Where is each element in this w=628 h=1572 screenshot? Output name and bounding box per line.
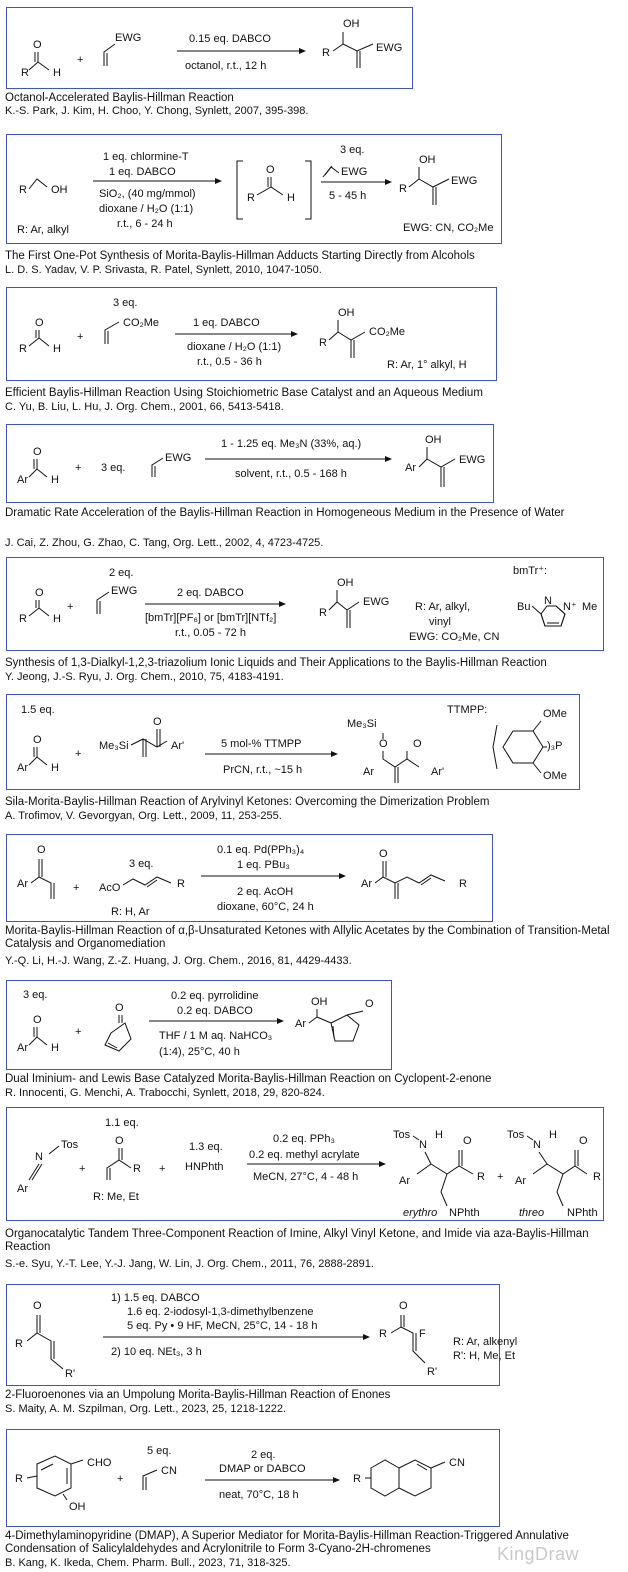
scheme-label: R bbox=[477, 1171, 485, 1183]
reaction-ref-11: B. Kang, K. Ikeda, Chem. Pharm. Bull., 2023, 71, 318-325. bbox=[5, 1557, 291, 1569]
r-note: R: Ar, alkyl bbox=[17, 224, 69, 236]
scheme-label: PrCN, r.t., ~15 h bbox=[223, 764, 303, 776]
scheme-label: H bbox=[51, 474, 59, 486]
scheme-label: (1:4), 25°C, 40 h bbox=[159, 1046, 240, 1058]
scheme-label: r.t., 0.05 - 72 h bbox=[175, 627, 246, 639]
scheme-label: 0.2 eq. DABCO bbox=[177, 1005, 253, 1017]
r-label: R bbox=[19, 184, 27, 196]
scheme-label: 1 eq. DABCO bbox=[193, 317, 260, 329]
scheme-label: )₃P bbox=[547, 740, 563, 752]
scheme-label: 1 eq. DABCO bbox=[109, 166, 176, 178]
reaction-title-5: Synthesis of 1,3-Dialkyl-1,2,3-triazolium Ionic Liquids and Their Applications to the Baylis-Hillman Reaction bbox=[5, 657, 547, 669]
scheme-box-2 bbox=[6, 134, 502, 244]
scheme-label: O bbox=[413, 738, 422, 750]
scheme-box-11 bbox=[6, 1429, 500, 1527]
h-label: H bbox=[53, 67, 61, 79]
scheme-label: CO₂Me bbox=[369, 326, 406, 338]
scheme-label: Ar bbox=[363, 766, 374, 778]
scheme-label: HNPhth bbox=[185, 1161, 224, 1173]
scheme-label: DMAP or DABCO bbox=[219, 1463, 306, 1475]
scheme-label: 2 eq. DABCO bbox=[177, 587, 244, 599]
reaction-title-1: Octanol-Accelerated Baylis-Hillman Reaction bbox=[5, 92, 234, 104]
scheme-label: + bbox=[75, 1026, 82, 1038]
reaction-title-11: 4-Dimethylaminopyridine (DMAP), A Superior Mediator for Morita-Baylis-Hillman Reaction-Triggered Annulative Condensation of Salicylaldehydes and Acrylonitrile to Form 3-Cyano-2H-chromenes bbox=[5, 1530, 569, 1555]
scheme-label: MeCN, 27°C, 4 - 48 h bbox=[253, 1171, 359, 1183]
scheme-label: 5 eq. Py • 9 HF, MeCN, 25°C, 14 - 18 h bbox=[127, 1320, 318, 1332]
scheme-label: O bbox=[365, 998, 374, 1010]
scheme-label: N bbox=[533, 1139, 541, 1151]
scheme-label: 1.6 eq. 2-iodosyl-1,3-dimethylbenzene bbox=[127, 1306, 314, 1318]
kingdraw-watermark: KingDraw bbox=[497, 1544, 580, 1564]
scheme-label: 3 eq. bbox=[340, 144, 365, 156]
scheme-label: neat, 70°C, 18 h bbox=[219, 1489, 299, 1501]
scheme-label: 0.2 eq. methyl acrylate bbox=[249, 1149, 360, 1161]
scheme-label: CN bbox=[161, 1465, 177, 1477]
scheme-label: O bbox=[37, 844, 46, 856]
scheme-box-10 bbox=[6, 1284, 518, 1386]
scheme-label: Ar bbox=[295, 1018, 306, 1030]
scheme-label: O bbox=[463, 1135, 472, 1147]
scheme-label: Ar bbox=[17, 1183, 28, 1195]
scheme-label: + bbox=[67, 601, 74, 613]
scheme-label: Ar bbox=[17, 1042, 28, 1054]
scheme-label: O bbox=[579, 1135, 588, 1147]
scheme-label: OH bbox=[425, 434, 442, 446]
scheme-label: Ar bbox=[17, 762, 28, 774]
scheme-label: Ar bbox=[17, 878, 28, 890]
scheme-label: R: Ar, 1° alkyl, H bbox=[387, 359, 467, 371]
scheme-label: 5 eq. bbox=[147, 1445, 172, 1457]
scheme-label: O bbox=[115, 1002, 124, 1014]
scheme-label: O bbox=[35, 587, 44, 599]
reaction-title-6: Sila-Morita-Baylis-Hillman Reaction of Arylvinyl Ketones: Overcoming the Dimerization Problem bbox=[5, 796, 490, 808]
scheme-box-4 bbox=[6, 424, 494, 503]
scheme-label: R bbox=[593, 1171, 601, 1183]
scheme-label: Me bbox=[582, 601, 598, 613]
oh-label: OH bbox=[51, 184, 68, 196]
reaction-ref-10: S. Maity, A. M. Szpilman, Org. Lett., 2023, 25, 1218-1222. bbox=[5, 1403, 287, 1415]
scheme-label: vinyl bbox=[429, 616, 452, 628]
scheme-box-7 bbox=[6, 834, 493, 922]
reaction-scheme-5 bbox=[7, 558, 603, 650]
scheme-label: 2 eq. bbox=[109, 567, 134, 579]
reaction-scheme-4 bbox=[7, 425, 493, 502]
scheme-label: + bbox=[73, 882, 80, 894]
r-label: R bbox=[21, 67, 29, 79]
scheme-label: EWG bbox=[363, 596, 390, 608]
scheme-label: OH bbox=[337, 577, 354, 589]
scheme-label: 1 - 1.25 eq. Me₃N (33%, aq.) bbox=[221, 438, 362, 450]
scheme-label: H bbox=[287, 192, 295, 204]
scheme-label: dioxane / H₂O (1:1) bbox=[187, 341, 282, 353]
scheme-label: 3 eq. bbox=[129, 858, 154, 870]
scheme-label: threo bbox=[519, 1207, 545, 1219]
scheme-label: R bbox=[379, 1328, 387, 1340]
reaction-scheme-7 bbox=[7, 835, 492, 921]
scheme-label: erythro bbox=[403, 1207, 438, 1219]
reaction-scheme-1 bbox=[7, 8, 412, 88]
scheme-label: + bbox=[497, 1171, 504, 1183]
scheme-label: THF / 1 M aq. NaHCO₃ bbox=[159, 1030, 273, 1042]
scheme-label: 1 eq. PBu₃ bbox=[237, 859, 290, 871]
scheme-label: + bbox=[77, 331, 84, 343]
scheme-label: Me₃Si bbox=[99, 740, 129, 752]
reaction-title-8: Dual Iminium- and Lewis Base Catalyzed Morita-Baylis-Hillman Reaction on Cyclopent-2-enone bbox=[5, 1073, 492, 1085]
scheme-label: OH bbox=[419, 154, 436, 166]
scheme-label: solvent, r.t., 0.5 - 168 h bbox=[235, 468, 347, 480]
reaction-ref-1: K.-S. Park, J. Kim, H. Choo, Y. Chong, Synlett, 2007, 395-398. bbox=[5, 105, 309, 117]
scheme-label: R bbox=[177, 878, 185, 890]
reaction-ref-3: C. Yu, B. Liu, L. Hu, J. Org. Chem., 2001, 66, 5413-5418. bbox=[5, 401, 284, 413]
scheme-label: Tos bbox=[61, 1139, 79, 1151]
scheme-label: Bu bbox=[517, 601, 531, 613]
scheme-label: H bbox=[549, 1129, 557, 1141]
scheme-label: O bbox=[115, 1135, 124, 1147]
scheme-label: R' bbox=[65, 1368, 76, 1380]
scheme-label: TTMPP: bbox=[447, 704, 488, 716]
scheme-label: R' bbox=[427, 1366, 438, 1378]
conditions-above: 0.15 eq. DABCO bbox=[189, 33, 271, 45]
scheme-label: dioxane / H₂O (1:1) bbox=[99, 203, 194, 215]
scheme-label: Ar bbox=[399, 1175, 410, 1187]
scheme-label: r.t., 6 - 24 h bbox=[117, 218, 173, 230]
scheme-label: 2 eq. bbox=[251, 1449, 276, 1461]
scheme-label: R bbox=[15, 1338, 23, 1350]
scheme-label: R': H, Me, Et bbox=[453, 1350, 515, 1362]
scheme-label: + bbox=[79, 1163, 86, 1175]
reaction-title-3: Efficient Baylis-Hillman Reaction Using Stoichiometric Base Catalyst and an Aqueous Medium bbox=[5, 387, 483, 399]
scheme-label: R bbox=[247, 192, 255, 204]
reaction-ref-4: J. Cai, Z. Zhou, G. Zhao, C. Tang, Org. Lett., 2002, 4, 4723-4725. bbox=[5, 537, 324, 549]
reaction-ref-9: S.-e. Syu, Y.-T. Lee, Y.-J. Jang, W. Lin, J. Org. Chem., 2011, 76, 2888-2891. bbox=[5, 1258, 374, 1270]
scheme-label: R: Ar, alkenyl bbox=[453, 1336, 518, 1348]
reaction-ref-8: R. Innocenti, G. Menchi, A. Trabocchi, Synlett, 2018, 29, 820-824. bbox=[5, 1087, 325, 1099]
reaction-ref-5: Y. Jeong, J.-S. Ryu, J. Org. Chem., 2010, 75, 4183-4191. bbox=[5, 671, 284, 683]
scheme-label: N bbox=[544, 595, 552, 607]
scheme-label: R: Me, Et bbox=[93, 1191, 139, 1203]
scheme-label: R: H, Ar bbox=[111, 906, 150, 918]
conditions-below: octanol, r.t., 12 h bbox=[185, 60, 267, 72]
scheme-label: H bbox=[53, 343, 61, 355]
reaction-title-4: Dramatic Rate Acceleration of the Baylis-Hillman Reaction in Homogeneous Medium in the Presence of Water bbox=[5, 507, 565, 519]
product-ewg: EWG bbox=[376, 42, 403, 54]
scheme-label: 1 eq. chlormine-T bbox=[103, 151, 189, 163]
scheme-label: R bbox=[319, 337, 327, 349]
scheme-label: R bbox=[353, 1473, 361, 1485]
scheme-label: 3 eq. bbox=[113, 297, 138, 309]
scheme-label: + bbox=[75, 462, 82, 474]
scheme-label: 5 - 45 h bbox=[329, 190, 367, 202]
reaction-ref-6: A. Trofimov, V. Gevorgyan, Org. Lett., 2009, 11, 253-255. bbox=[5, 810, 282, 822]
scheme-label: H bbox=[53, 613, 61, 625]
reaction-scheme-2 bbox=[7, 135, 501, 243]
scheme-label: 5 mol-% TTMPP bbox=[221, 738, 302, 750]
scheme-label: SiO₂, (40 mg/mmol) bbox=[99, 188, 196, 200]
scheme-label: Ar bbox=[515, 1175, 526, 1187]
scheme-label: F bbox=[419, 1328, 426, 1340]
scheme-label: Ar' bbox=[171, 740, 185, 752]
scheme-label: + bbox=[75, 748, 82, 760]
product-r: R bbox=[322, 47, 330, 59]
reaction-scheme-8 bbox=[7, 981, 391, 1069]
scheme-box-1 bbox=[6, 7, 413, 89]
scheme-label: 2 eq. AcOH bbox=[237, 886, 294, 898]
scheme-label: CN bbox=[449, 1457, 465, 1469]
scheme-label: R bbox=[19, 613, 27, 625]
scheme-label: O bbox=[33, 1300, 42, 1312]
reaction-scheme-10 bbox=[7, 1285, 518, 1385]
scheme-label: R bbox=[19, 343, 27, 355]
scheme-label: 3 eq. bbox=[23, 989, 48, 1001]
scheme-label: + bbox=[77, 54, 84, 66]
scheme-label: H bbox=[435, 1129, 443, 1141]
scheme-label: NPhth bbox=[449, 1207, 480, 1219]
reaction-scheme-3 bbox=[7, 288, 496, 380]
scheme-label: 1.5 eq. bbox=[21, 704, 55, 716]
scheme-label: [bmTr][PF₆] or [bmTr][NTf₂] bbox=[145, 612, 277, 624]
reaction-scheme-9 bbox=[7, 1108, 603, 1220]
scheme-label: Ar bbox=[405, 462, 416, 474]
scheme-label: OH bbox=[338, 307, 355, 319]
reaction-title-10: 2-Fluoroenones via an Umpolung Morita-Baylis-Hillman Reaction of Enones bbox=[5, 1389, 391, 1401]
scheme-label: CHO bbox=[87, 1457, 112, 1469]
scheme-label: EWG bbox=[451, 175, 478, 187]
scheme-label: OMe bbox=[543, 708, 567, 720]
scheme-label: 0.1 eq. Pd(PPh₃)₄ bbox=[217, 844, 305, 856]
scheme-label: Me₃Si bbox=[347, 718, 377, 730]
scheme-label: O bbox=[399, 1300, 408, 1312]
scheme-label: R: Ar, alkyl, bbox=[415, 601, 471, 613]
reaction-title-2: The First One-Pot Synthesis of Morita-Baylis-Hillman Adducts Starting Directly from Alcohols bbox=[5, 250, 475, 262]
scheme-label: O bbox=[33, 446, 42, 458]
scheme-label: 0.2 eq. PPh₃ bbox=[273, 1133, 335, 1145]
scheme-label: 1.3 eq. bbox=[189, 1141, 223, 1153]
scheme-label: EWG bbox=[165, 452, 192, 464]
scheme-label: EWG: CO₂Me, CN bbox=[409, 631, 500, 643]
scheme-label: 1.1 eq. bbox=[105, 1117, 139, 1129]
scheme-label: NPhth bbox=[567, 1207, 598, 1219]
scheme-box-5 bbox=[6, 557, 604, 651]
scheme-box-6 bbox=[6, 694, 580, 790]
scheme-label: O bbox=[266, 164, 275, 176]
scheme-box-3 bbox=[6, 287, 497, 381]
scheme-label: EWG bbox=[459, 454, 486, 466]
o-label: O bbox=[33, 39, 42, 51]
scheme-label: EWG bbox=[341, 166, 368, 178]
scheme-label: R bbox=[459, 878, 467, 890]
scheme-label: O bbox=[35, 317, 44, 329]
scheme-label: H bbox=[51, 1042, 59, 1054]
scheme-label: OH bbox=[69, 1501, 86, 1513]
scheme-label: 0.2 eq. pyrrolidine bbox=[171, 990, 259, 1002]
scheme-label: bmTr⁺: bbox=[513, 565, 548, 577]
scheme-label: R bbox=[15, 1473, 23, 1485]
scheme-label: OH bbox=[311, 996, 328, 1008]
scheme-label: O bbox=[379, 848, 388, 860]
scheme-label: O bbox=[379, 738, 388, 750]
scheme-box-8 bbox=[6, 980, 392, 1070]
scheme-label: r.t., 0.5 - 36 h bbox=[197, 356, 262, 368]
scheme-label: CO₂Me bbox=[123, 317, 160, 329]
reaction-scheme-6 bbox=[7, 695, 579, 789]
scheme-label: N bbox=[35, 1151, 43, 1163]
ewg-note: EWG: CN, CO₂Me bbox=[403, 222, 494, 234]
scheme-label: N bbox=[419, 1139, 427, 1151]
scheme-label: 3 eq. bbox=[101, 462, 126, 474]
scheme-label: Ar' bbox=[431, 766, 445, 778]
scheme-label: dioxane, 60°C, 24 h bbox=[217, 901, 314, 913]
scheme-label: + bbox=[117, 1473, 124, 1485]
scheme-label: N⁺ bbox=[563, 601, 577, 613]
scheme-label: Ar bbox=[361, 878, 372, 890]
scheme-label: O bbox=[153, 716, 162, 728]
scheme-label: 1) 1.5 eq. DABCO bbox=[111, 1292, 200, 1304]
reaction-title-9: Organocatalytic Tandem Three-Component Reaction of Imine, Alkyl Vinyl Ketone, and Imide via aza-Baylis-Hillman Reaction bbox=[5, 1228, 589, 1253]
scheme-label: R bbox=[319, 607, 327, 619]
scheme-label: AcO bbox=[99, 882, 121, 894]
scheme-label: OMe bbox=[543, 770, 567, 782]
scheme-label: R bbox=[399, 183, 407, 195]
product-oh: OH bbox=[343, 18, 360, 30]
scheme-label: O bbox=[33, 734, 42, 746]
reaction-title-7: Morita-Baylis-Hillman Reaction of α,β-Unsaturated Ketones with Allylic Acetates by the Combination of Transition-Metal Catalysis and Organomediation bbox=[5, 925, 610, 950]
scheme-label: 2) 10 eq. NEt₃, 3 h bbox=[111, 1346, 202, 1358]
scheme-label: EWG bbox=[111, 585, 138, 597]
reaction-ref-2: L. D. S. Yadav, V. P. Srivasta, R. Patel, Synlett, 2010, 1047-1050. bbox=[5, 264, 322, 276]
ewg-label: EWG bbox=[115, 32, 142, 44]
scheme-label: R bbox=[133, 1163, 141, 1175]
scheme-label: Tos bbox=[393, 1129, 411, 1141]
scheme-label: Ar bbox=[17, 474, 28, 486]
reaction-scheme-11 bbox=[7, 1430, 499, 1526]
reaction-ref-7: Y.-Q. Li, H.-J. Wang, Z.-Z. Huang, J. Org. Chem., 2016, 81, 4429-4433. bbox=[5, 955, 352, 967]
scheme-label: + bbox=[159, 1163, 166, 1175]
scheme-label: Tos bbox=[507, 1129, 525, 1141]
scheme-box-9 bbox=[6, 1107, 604, 1221]
scheme-label: O bbox=[33, 1014, 42, 1026]
scheme-label: H bbox=[51, 762, 59, 774]
